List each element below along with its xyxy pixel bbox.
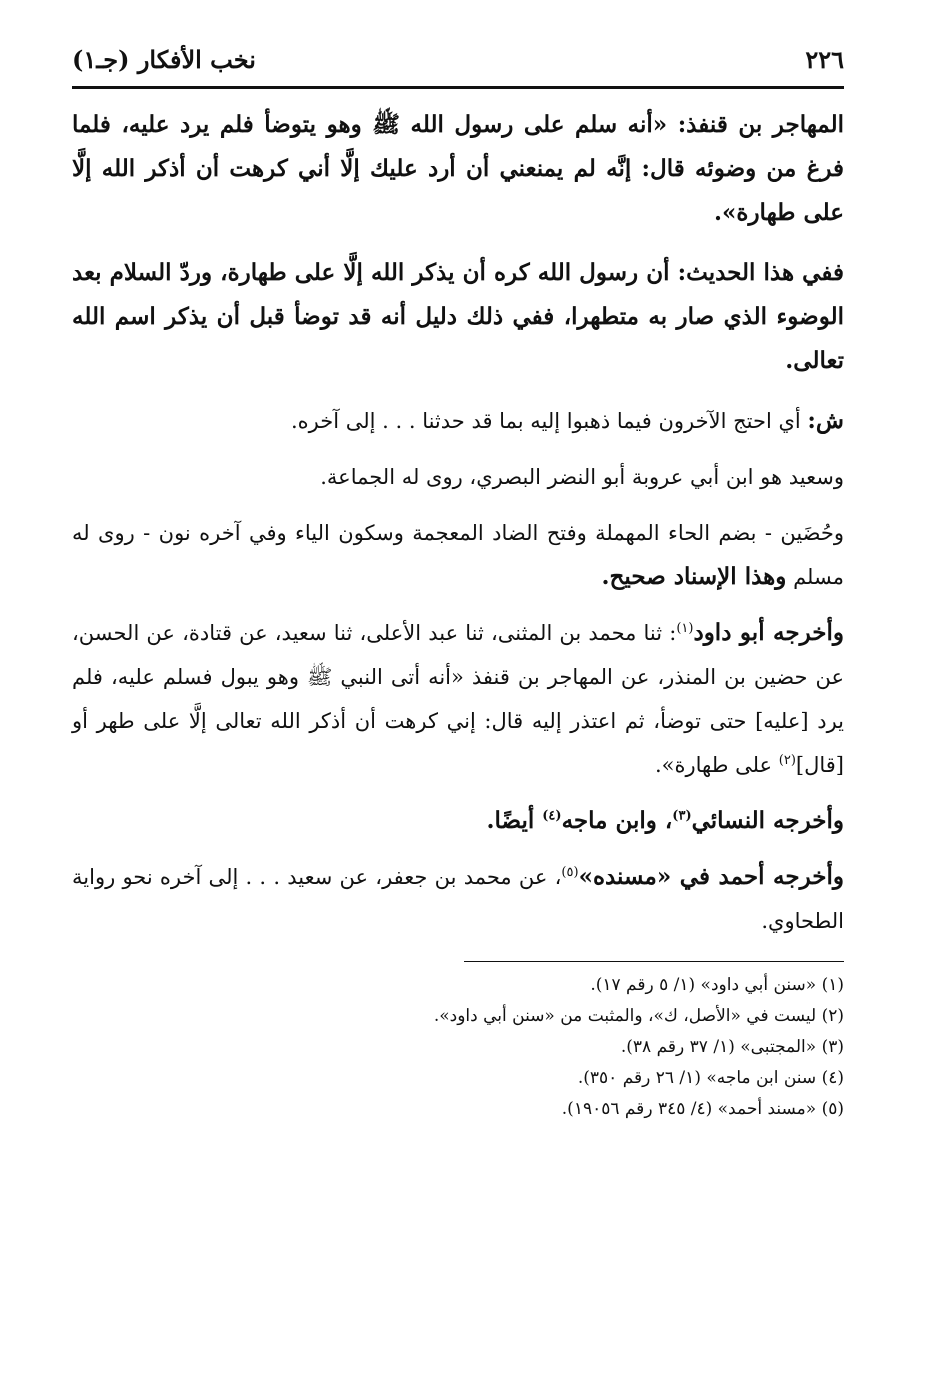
paragraph-hadith-text: المهاجر بن قنفذ: «أنه سلم على رسول الله ﷺ وهو يتوضأ فلم يرد عليه، فلما فرغ من وضوئه قال: إنَّه لم يمنعني أن أرد عليك إلَّا أني كرهت أن أذكر الله إلَّا على طهارة». (72, 111, 844, 226)
paragraph-commentary: ففي هذا الحديث: أن رسول الله كره أن يذكر الله إلَّا على طهارة، وردّ السلام بعد الوضوء الذي صار به متطهرا، ففي ذلك دليل أنه قد توضأ قبل أن يذكر اسم الله تعالى. (72, 259, 844, 374)
ahmad-text: ، عن محمد بن جعفر، عن سعيد . . . إلى آخره نحو رواية الطحاوي. (72, 865, 844, 933)
footnote-4: (٤) سنن ابن ماجه» (١/ ٢٦ رقم ٣٥٠). (577, 1068, 844, 1088)
abu-dawud-text: : ثنا محمد بن المثنى، ثنا عبد الأعلى، ثنا سعيد، عن قتادة، عن الحسن، عن حضين بن المنذر، عن المهاجر بن قنفذ «أنه أتى النبي ﷺ وهو يبول فسلم عليه، فلم يرد [عليه] حتى توضأ، ثم اعتذر إليه قال: إني كرهت أن أذكر الله تعالى إلَّا على طهر أو [قال] (72, 621, 844, 777)
paragraph-ahmad (72, 855, 844, 943)
book-page (72, 36, 844, 1356)
page-number: ٢٢٦ (805, 44, 844, 74)
footnote-1: (١) «سنن أبي داود» (١/ ٥ رقم ١٧). (590, 975, 844, 995)
footnote-ref-3: (٣) (672, 808, 692, 824)
paragraph-sharh (72, 399, 844, 443)
footnote-separator (464, 961, 844, 962)
nasai-label: وأخرجه النسائي (691, 807, 844, 834)
header-rule (72, 86, 844, 89)
paragraph-nasai (72, 799, 844, 843)
abu-dawud-end: على طهارة». (654, 753, 779, 777)
paragraph-abu-dawud (72, 611, 844, 787)
sharh-text: أي احتج الآخرون فيما ذهبوا إليه بما قد حدثنا . . . إلى آخره. (290, 409, 808, 433)
footnote-3: (٣) «المجتبى» (١/ ٣٧ رقم ٣٨). (620, 1037, 844, 1057)
hudayn-text: وحُضَين - بضم الحاء المهملة وفتح الضاد المعجمة وسكون الياء وفي آخره نون - روى له مسلم (72, 521, 844, 589)
nasai-end: أيضًا. (486, 807, 543, 834)
paragraph-narrator-hudayn (72, 511, 844, 599)
isnad-verdict: وهذا الإسناد صحيح. (601, 563, 787, 590)
page-header (72, 36, 844, 82)
footnote-ref-1: (١) (676, 621, 694, 636)
footnote-ref-2: (٢) (778, 753, 796, 768)
footnote-ref-4: (٤) (542, 808, 562, 824)
ibn-majah-label: ، وابن ماجه (561, 807, 673, 834)
footnote-5: (٥) «مسند أحمد» (٤/ ٣٤٥ رقم ١٩٠٥٦). (561, 1099, 844, 1119)
sharh-label: ش: (807, 407, 844, 434)
footnotes-list (72, 970, 844, 1125)
abu-dawud-label: وأخرجه أبو داود (693, 619, 845, 646)
footnote-2: (٢) ليست في «الأصل، ك»، والمثبت من «سنن أبي داود». (433, 1006, 844, 1026)
ahmad-label: وأخرجه أحمد في «مسنده» (578, 863, 844, 890)
paragraph-narrator-said: وسعيد هو ابن أبي عروبة أبو النضر البصري، روى له الجماعة. (320, 465, 844, 489)
book-title: نخب الأفكار (جـ١) (72, 44, 256, 74)
footnote-ref-5: (٥) (561, 865, 579, 880)
